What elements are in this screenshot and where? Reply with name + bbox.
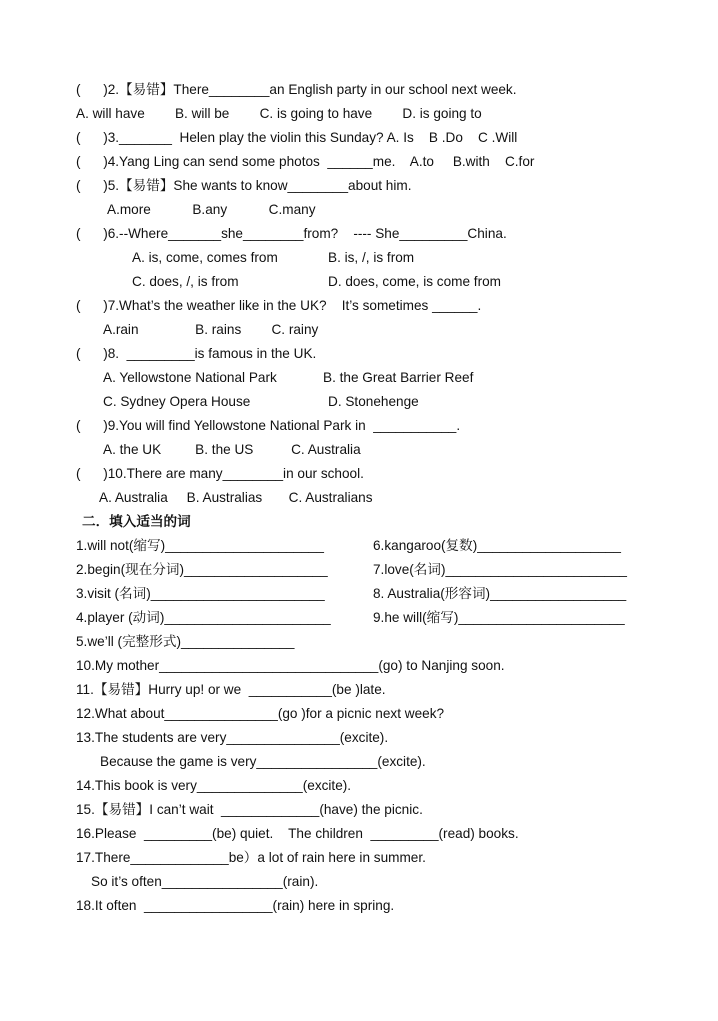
fill-item-1: 1.will not(缩写)_____________________ <box>76 538 324 553</box>
question-9: ( )9.You will find Yellowstone National Park in ___________. <box>76 418 461 433</box>
fill-item-10: 10.My mother_____________________________(go) to Nanjing soon. <box>76 658 505 673</box>
question-8-option-d: D. Stonehenge <box>328 394 419 409</box>
question-8-option-b: B. the Great Barrier Reef <box>323 370 474 385</box>
question-6-option-b: B. is, /, is from <box>328 250 415 265</box>
question-9-options: A. the UK B. the US C. Australia <box>103 442 361 457</box>
question-6-option-c: C. does, /, is from <box>132 274 239 289</box>
question-5-options: A.more B.any C.many <box>107 202 316 217</box>
question-7-options: A.rain B. rains C. rainy <box>103 322 319 337</box>
question-2-options: A. will have B. will be C. is going to have D. is going to <box>76 106 482 121</box>
question-8-option-a: A. Yellowstone National Park <box>103 370 277 385</box>
section-title: 二．填入适当的词 <box>82 514 191 530</box>
fill-item-5: 5.we’ll (完整形式)_______________ <box>76 634 295 649</box>
fill-item-13b: Because the game is very________________(excite). <box>100 754 426 769</box>
question-3: ( )3._______ Helen play the violin this Sunday? A. Is B .Do C .Will <box>76 130 518 145</box>
fill-item-9: 9.he will(缩写)______________________ <box>373 610 625 625</box>
fill-item-3: 3.visit (名词)_______________________ <box>76 586 325 601</box>
fill-item-14: 14.This book is very______________(excite). <box>76 778 352 793</box>
fill-item-11: 11.【易错】Hurry up! or we ___________(be )late. <box>76 682 386 697</box>
fill-item-15: 15.【易错】I can’t wait _____________(have) the picnic. <box>76 802 423 817</box>
question-5: ( )5.【易错】She wants to know________about him. <box>76 178 412 193</box>
fill-item-7: 7.love(名词)________________________ <box>373 562 627 577</box>
fill-item-17b: So it’s often________________(rain). <box>91 874 319 889</box>
fill-item-16: 16.Please _________(be) quiet. The children _________(read) books. <box>76 826 519 841</box>
fill-item-12: 12.What about_______________(go )for a picnic next week? <box>76 706 445 721</box>
question-6-option-a: A. is, come, comes from <box>132 250 278 265</box>
question-10-options: A. Australia B. Australias C. Australians <box>99 490 373 505</box>
fill-item-2: 2.begin(现在分词)___________________ <box>76 562 328 577</box>
fill-item-17: 17.There_____________be）a lot of rain here in summer. <box>76 850 426 865</box>
question-2: ( )2.【易错】There________an English party in our school next week. <box>76 82 517 97</box>
fill-item-8: 8. Australia(形容词)__________________ <box>373 586 627 601</box>
fill-item-6: 6.kangaroo(复数)___________________ <box>373 538 621 553</box>
question-6: ( )6.--Where_______she________from? ---- She_________China. <box>76 226 507 241</box>
question-4: ( )4.Yang Ling can send some photos ______me. A.to B.with C.for <box>76 154 535 169</box>
fill-item-4: 4.player (动词)______________________ <box>76 610 331 625</box>
question-10: ( )10.There are many________in our school. <box>76 466 364 481</box>
question-6-option-d: D. does, come, is come from <box>328 274 501 289</box>
fill-item-13: 13.The students are very_______________(excite). <box>76 730 389 745</box>
question-8-option-c: C. Sydney Opera House <box>103 394 251 409</box>
fill-item-18: 18.It often _________________(rain) here in spring. <box>76 898 395 913</box>
question-8: ( )8. _________is famous in the UK. <box>76 346 317 361</box>
question-7: ( )7.What’s the weather like in the UK? It’s sometimes ______. <box>76 298 482 313</box>
